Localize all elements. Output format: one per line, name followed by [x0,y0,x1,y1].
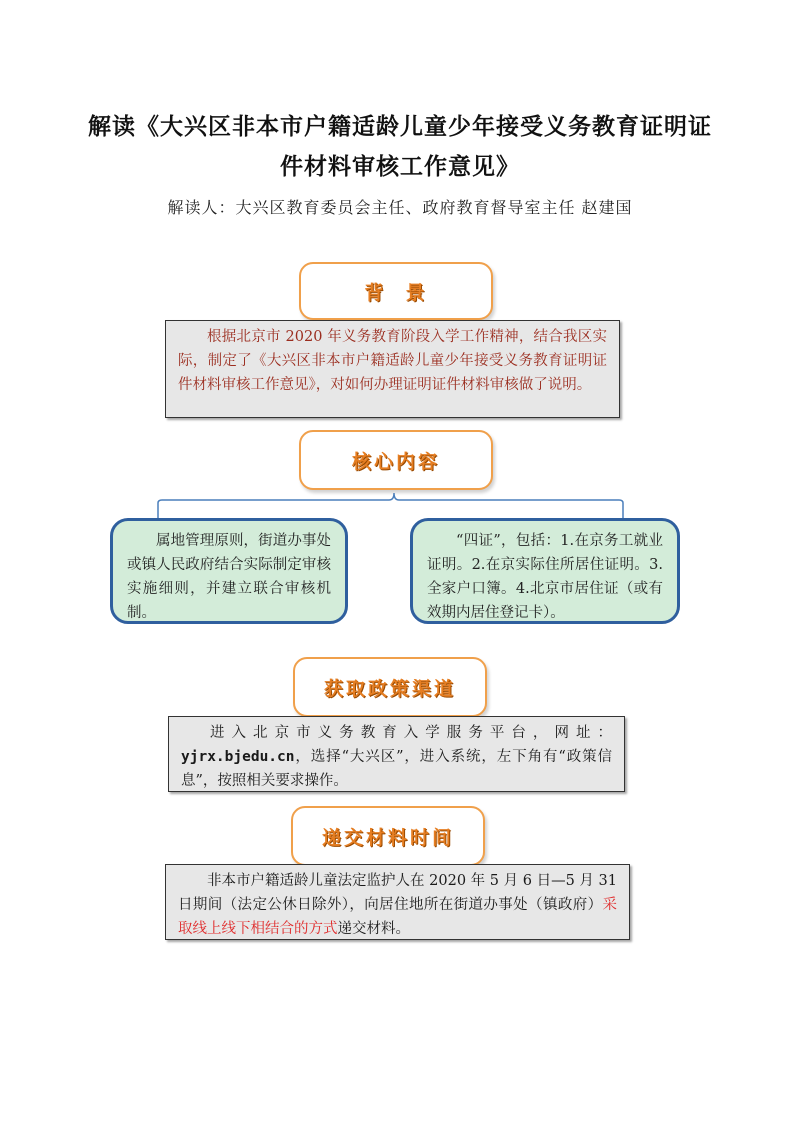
timing-text-post: 递交材料。 [337,921,410,937]
channel-text-box [168,716,625,792]
timing-text-box [165,864,630,940]
core-label: 核心内容 [351,450,440,473]
timing-label-box [291,806,485,866]
document-title-line-1: 解读《大兴区非本市户籍适龄儿童少年接受义务教育证明证 [88,113,712,140]
document-subtitle: 解读人：大兴区教育委员会主任、政府教育督导室主任 赵建国 [167,198,633,217]
core-right-text: “四证”，包括：1.在京务工就业证明。2.在京实际住所居住证明。3.全家户口簿。4.北京市居住证（或有效期内居住登记卡）。 [427,533,663,621]
core-right-box [410,518,680,624]
timing-text-highlight: 采取线上线下相结合的方式 [178,897,617,937]
channel-url: yjrx.bjedu.cn [181,749,295,765]
timing-text-pre: 非本市户籍适龄儿童法定监护人在 2020 年 5 月 6 日—5 月 31 日期间（法定公休日除外），向居住地所在街道办事处（镇政府） [178,873,617,913]
channel-label-box [293,657,487,717]
document-title-line-2: 件材料审核工作意见》 [280,153,520,180]
channel-text-post: ，选择“大兴区”，进入系统，左下角有“政策信息”，按照相关要求操作。 [181,749,612,789]
core-left-box [110,518,348,624]
timing-label: 递交材料时间 [321,826,454,849]
channel-label: 获取政策渠道 [323,677,456,700]
core-left-text: 属地管理原则，街道办事处或镇人民政府结合实际制定审核实施细则，并建立联合审核机制。 [127,533,331,621]
background-label: 背 景 [364,281,428,304]
channel-text-pre: 进入北京市义务教育入学服务平台，网址： [210,725,612,741]
background-text: 根据北京市 2020 年义务教育阶段入学工作精神，结合我区实际，制定了《大兴区非本市户籍适龄儿童少年接受义务教育证明证件材料审核工作意见》，对如何办理证明证件材料审核做了说明。 [178,329,607,393]
